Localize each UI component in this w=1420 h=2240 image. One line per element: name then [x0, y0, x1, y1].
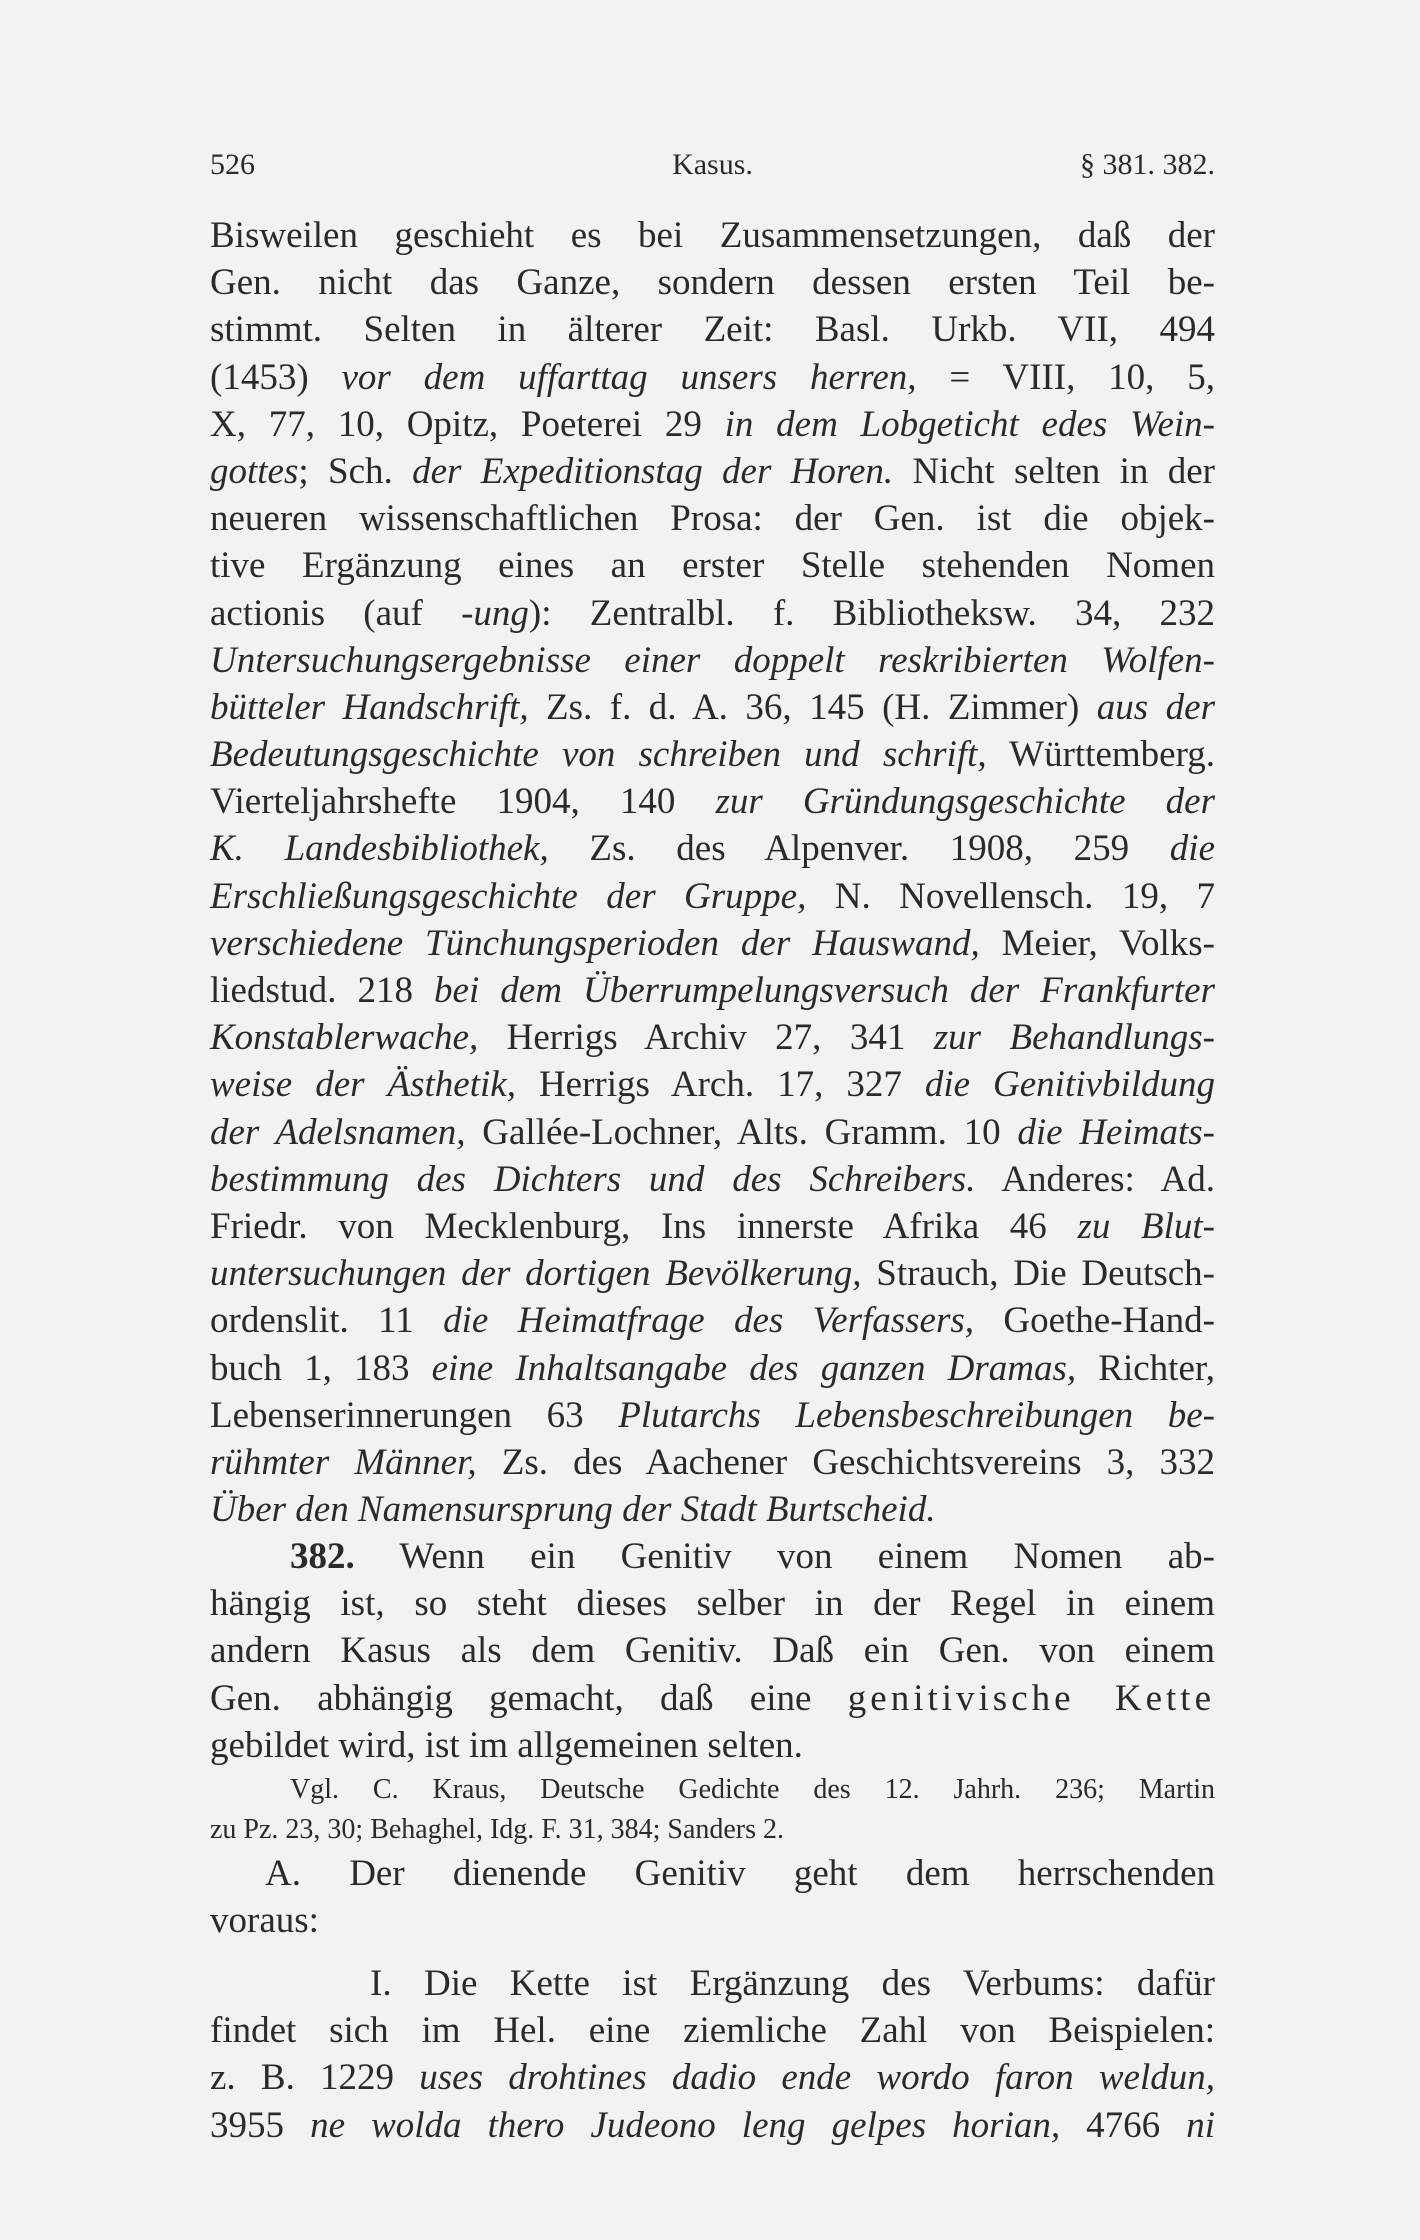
text-line	[210, 259, 1215, 306]
text-segment: 382.	[290, 1536, 355, 1577]
text-segment: = VIII, 10, 5,	[916, 356, 1216, 398]
text-segment: 3955	[210, 2104, 311, 2146]
text-segment: Zs. des Alpenver. 1908, 259	[548, 828, 1170, 870]
text-segment: Anderes: Ad.	[975, 1158, 1216, 1200]
text-segment: tive Ergänzung eines an erster Stelle stehenden Nomen	[210, 545, 1215, 587]
text-line	[210, 212, 1215, 259]
text-segment: Vgl. C. Kraus, Deutsche Gedichte des 12. Jahrh. 236; Martin	[290, 1774, 1215, 1805]
text-line	[210, 825, 1215, 872]
text-line	[210, 1486, 1215, 1533]
text-segment: actionis (auf	[210, 592, 462, 634]
text-segment: aus der	[1096, 686, 1215, 728]
text-line	[210, 1675, 1215, 1722]
text-segment: in dem Lobgeticht edes Wein-	[724, 403, 1215, 445]
text-segment: gottes	[210, 450, 299, 492]
text-segment: Richter,	[1076, 1347, 1215, 1389]
text-segment: die	[1169, 828, 1215, 870]
text-segment: buch 1, 183	[210, 1347, 432, 1389]
text-line	[210, 542, 1215, 589]
text-line	[210, 1770, 1215, 1810]
text-segment: der Adelsnamen,	[210, 1111, 466, 1153]
text-segment: Plutarchs Lebensbeschreibungen be-	[618, 1394, 1215, 1436]
text-segment: Vierteljahrshefte 1904, 140	[210, 781, 716, 823]
text-segment: hängig ist, so steht dieses selber in der Regel in einem	[210, 1583, 1215, 1625]
text-segment: Meier, Volks-	[979, 922, 1215, 964]
text-segment: bestimmung des Dichters und des Schreibers.	[210, 1158, 976, 1200]
text-segment: Lebenserinnerungen 63	[210, 1394, 619, 1436]
text-segment: Zs. des Aachener Geschichtsvereins 3, 332	[476, 1441, 1215, 1483]
text-segment: Erschließungsgeschichte der Gruppe,	[210, 875, 807, 917]
text-segment: andern Kasus als dem Genitiv. Daß ein Gen. von einem	[210, 1630, 1215, 1672]
text-segment: zur Behandlungs-	[933, 1017, 1215, 1059]
text-segment: I. Die Kette ist Ergänzung des Verbums: dafür	[370, 1963, 1215, 2004]
text-segment: die Heimatfrage des Verfassers,	[443, 1300, 975, 1342]
text-segment: Bedeutungsgeschichte von schreiben und schrift,	[210, 734, 987, 776]
text-line	[210, 1533, 1215, 1580]
section-a	[210, 1850, 1215, 1944]
text-line	[210, 495, 1215, 542]
text-segment: ; Sch.	[298, 450, 413, 492]
text-segment: N. Novellensch. 19, 7	[806, 875, 1215, 917]
paragraph-382	[210, 1533, 1215, 1769]
text-segment: weise der Ästhetik,	[210, 1064, 516, 1106]
paragraph-381-continuation	[210, 212, 1215, 1533]
text-segment: Herrigs Archiv 27, 341	[478, 1017, 934, 1059]
text-line	[210, 1345, 1215, 1392]
text-segment: Zs. f. d. A. 36, 145 (H. Zimmer)	[528, 686, 1097, 728]
text-segment: stimmt. Selten in älterer Zeit: Basl. Urkb. VII, 494	[210, 309, 1215, 351]
text-segment: A. Der dienende Genitiv geht dem herrschenden	[265, 1853, 1215, 1894]
text-line	[210, 1897, 1215, 1944]
text-segment: ne wolda thero Judeono leng gelpes horian,	[310, 2104, 1061, 2146]
text-segment: liedstud. 218	[210, 970, 435, 1011]
text-line	[210, 2007, 1215, 2054]
running-title: Kasus.	[672, 148, 753, 181]
text-line	[210, 401, 1215, 448]
text-segment: zu Pz. 23, 30; Behaghel, Idg. F. 31, 384; Sanders 2.	[210, 1814, 785, 1845]
section-i	[210, 1960, 1215, 2149]
text-segment: uses drohtines dadio ende wordo faron weldun,	[419, 2057, 1215, 2099]
text-line	[210, 967, 1215, 1014]
text-line	[210, 1580, 1215, 1627]
text-segment: ni	[1186, 2104, 1216, 2146]
text-line	[210, 1722, 1215, 1769]
text-segment: ordenslit. 11	[210, 1300, 444, 1342]
text-segment: Gen. abhängig gemacht, daß eine	[210, 1677, 848, 1719]
text-segment: Gallée-Lochner, Alts. Gramm. 10	[465, 1111, 1018, 1153]
text-line	[210, 1297, 1215, 1344]
text-segment: eine Inhaltsangabe des ganzen Dramas,	[431, 1347, 1077, 1389]
text-segment: Untersuchungsergebnisse einer doppelt reskribierten Wolfen-	[210, 639, 1215, 681]
text-segment: z. B. 1229	[210, 2057, 420, 2099]
text-line	[210, 354, 1215, 401]
text-segment: die Genitivbildung	[924, 1064, 1215, 1106]
text-segment: Konstablerwache,	[210, 1017, 479, 1059]
text-segment: 4766	[1060, 2104, 1187, 2146]
text-line	[210, 306, 1215, 353]
text-segment: (1453)	[210, 356, 342, 398]
text-segment: Über den Namensursprung der Stadt Burtscheid.	[210, 1489, 936, 1531]
text-line	[210, 684, 1215, 731]
text-line	[210, 1156, 1215, 1203]
text-line	[210, 1960, 1215, 2007]
text-line	[210, 1810, 1215, 1850]
text-line	[210, 1109, 1215, 1156]
text-line	[210, 920, 1215, 967]
text-segment: Bisweilen geschieht es bei Zusammensetzungen, daß der	[210, 215, 1215, 256]
text-segment: der Expeditionstag der Horen.	[412, 450, 894, 492]
text-segment: bütteler Handschrift,	[210, 686, 529, 728]
text-line	[210, 1850, 1215, 1897]
running-header	[210, 148, 1215, 188]
text-segment: ): Zentralbl. f. Bibliotheksw. 34, 232	[528, 592, 1215, 634]
text-segment: findet sich im Hel. eine ziemliche Zahl von Beispielen:	[210, 2010, 1215, 2052]
text-segment: verschiedene Tünchungsperioden der Hauswand,	[210, 922, 980, 964]
text-line	[210, 2102, 1215, 2149]
reference-note	[210, 1770, 1215, 1850]
text-segment: vor dem uffarttag unsers herren,	[341, 356, 917, 398]
text-segment: die Heimats-	[1017, 1111, 1215, 1153]
text-segment: gebildet wird, ist im allgemeinen selten.	[210, 1724, 803, 1766]
text-segment: voraus:	[210, 1900, 319, 1942]
text-line	[210, 873, 1215, 920]
text-segment: zur Gründungsgeschichte der	[715, 781, 1215, 823]
text-segment: Strauch, Die Deutsch-	[861, 1253, 1215, 1295]
text-segment: Gen. nicht das Ganze, sondern dessen ersten Teil be-	[210, 262, 1215, 304]
text-segment: rühmter Männer,	[210, 1441, 477, 1483]
text-segment: K. Landesbibliothek,	[210, 828, 549, 870]
text-segment: untersuchungen der dortigen Bevölkerung,	[210, 1253, 862, 1295]
text-segment: neueren wissenschaftlichen Prosa: der Gen. ist die objek-	[210, 498, 1215, 540]
text-segment: Goethe-Hand-	[974, 1300, 1216, 1342]
text-line	[210, 1014, 1215, 1061]
text-segment: X, 77, 10, Opitz, Poeterei 29	[210, 403, 725, 445]
text-line	[210, 448, 1215, 495]
text-segment: Nicht selten in der	[893, 450, 1215, 492]
section-reference: § 381. 382.	[1080, 148, 1215, 181]
page-number: 526	[210, 148, 255, 181]
text-segment: -ung	[461, 592, 529, 634]
text-line	[210, 1250, 1215, 1297]
text-line	[210, 731, 1215, 778]
text-line	[210, 1203, 1215, 1250]
text-line	[210, 590, 1215, 637]
text-line	[210, 778, 1215, 825]
text-segment: Wenn ein Genitiv von einem Nomen ab-	[354, 1536, 1215, 1577]
text-segment: zu Blut-	[1077, 1205, 1215, 1247]
text-segment: Württemberg.	[986, 734, 1215, 776]
text-line	[210, 1439, 1215, 1486]
text-line	[210, 1627, 1215, 1674]
text-line	[210, 1061, 1215, 1108]
text-segment: Friedr. von Mecklenburg, Ins innerste Afrika 46	[210, 1205, 1078, 1247]
text-line	[210, 2054, 1215, 2101]
text-segment: bei dem Überrumpelungsversuch der Frankfurter	[434, 970, 1215, 1011]
text-segment: genitivische Kette	[847, 1677, 1215, 1719]
text-line	[210, 637, 1215, 684]
text-segment: Herrigs Arch. 17, 327	[515, 1064, 925, 1106]
text-line	[210, 1392, 1215, 1439]
